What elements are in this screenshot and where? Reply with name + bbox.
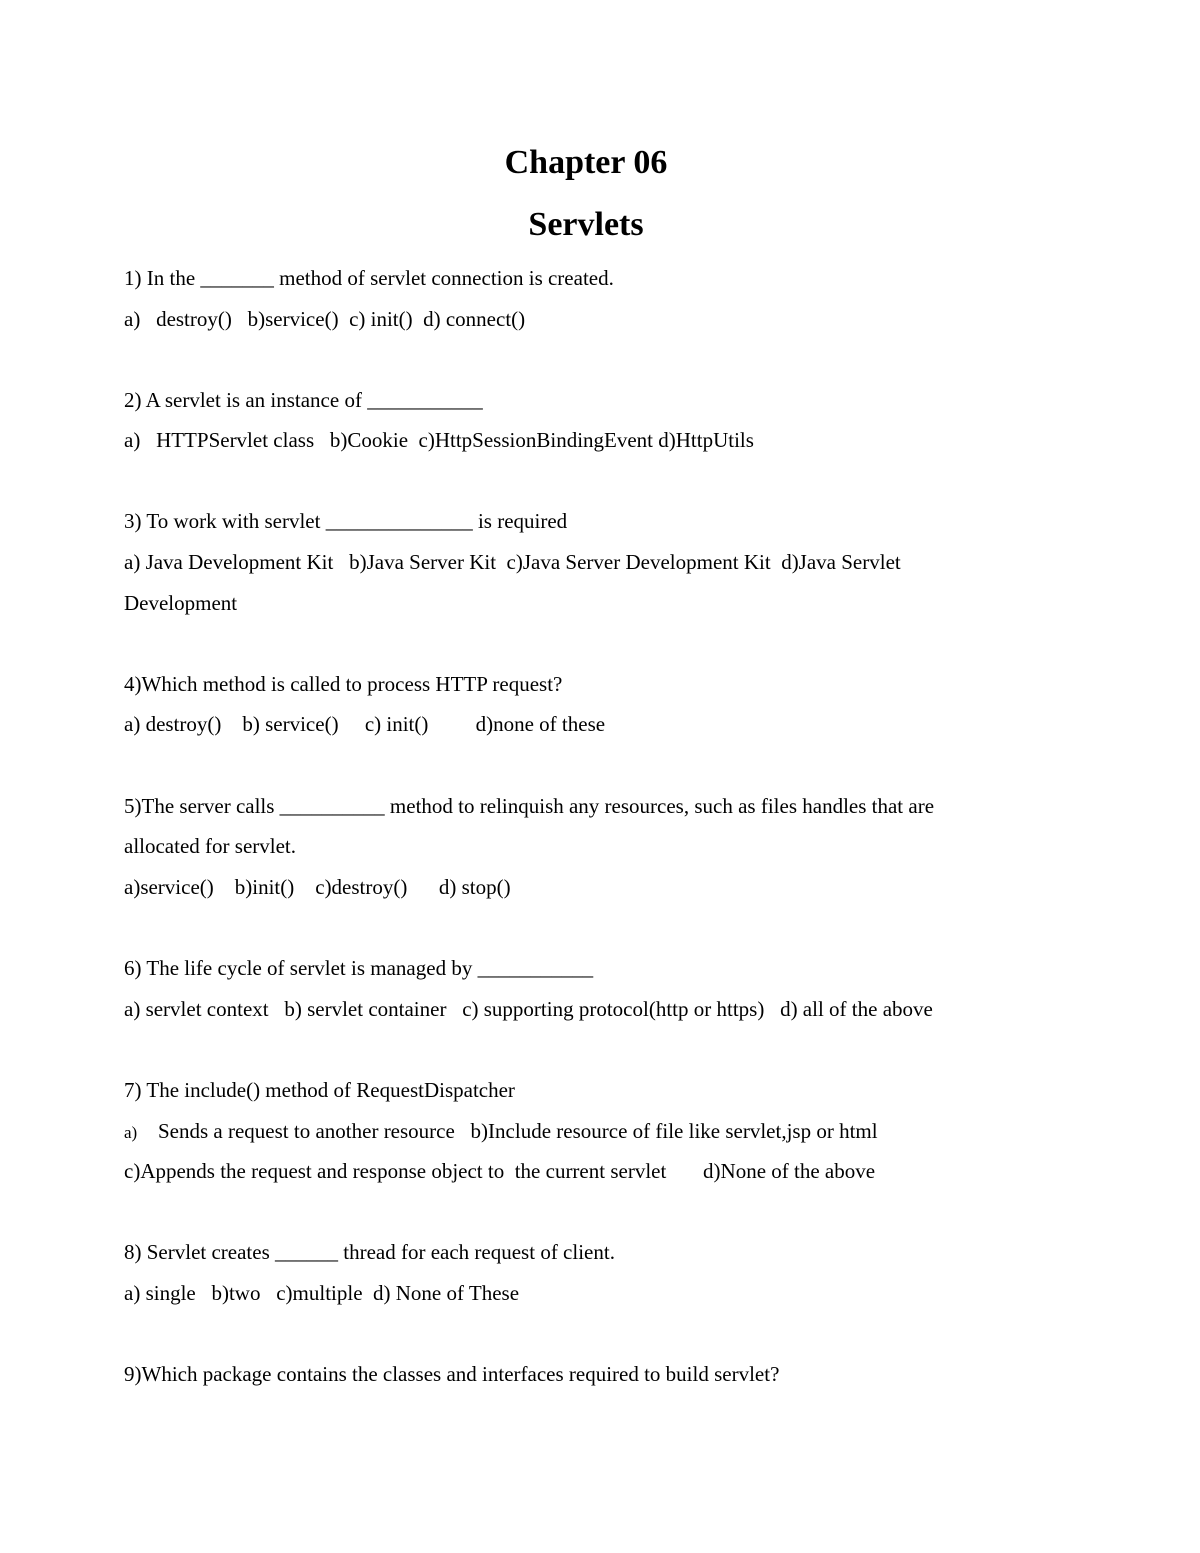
question-8: 8) Servlet creates ______ thread for each request of client. — [124, 1240, 615, 1264]
question-1-options: a) destroy() b)service() c) init() d) connect() — [124, 307, 526, 331]
question-2: 2) A servlet is an instance of ___________ — [124, 388, 483, 412]
question-7-option-a-marker: a) — [124, 1123, 138, 1142]
question-9: 9)Which package contains the classes and interfaces required to build servlet? — [124, 1362, 780, 1386]
question-3-options: a) Java Development Kit b)Java Server Kit c)Java Server Development Kit d)Java Servlet — [124, 550, 901, 574]
question-1: 1) In the _______ method of servlet connection is created. — [124, 266, 614, 290]
question-7-options-continued: c)Appends the request and response object to the current servlet d)None of the above — [124, 1159, 876, 1183]
page-title: Servlets — [528, 206, 644, 243]
question-7-options: Sends a request to another resource b)Include resource of file like servlet,jsp or html — [158, 1119, 878, 1143]
question-3-options-continued: Development — [124, 591, 238, 615]
question-4-options: a) destroy() b) service() c) init() d)none of these — [124, 712, 606, 736]
question-4: 4)Which method is called to process HTTP request? — [124, 672, 563, 696]
question-5: 5)The server calls __________ method to relinquish any resources, such as files handles that are — [124, 794, 935, 818]
question-6-options: a) servlet context b) servlet container c) supporting protocol(http or https) d) all of the above — [124, 997, 933, 1021]
question-2-options: a) HTTPServlet class b)Cookie c)HttpSessionBindingEvent d)HttpUtils — [124, 428, 754, 452]
question-8-options: a) single b)two c)multiple d) None of These — [124, 1281, 520, 1305]
question-5-options: a)service() b)init() c)destroy() d) stop() — [124, 875, 511, 899]
chapter-heading: Chapter 06 — [504, 144, 668, 181]
question-5-continued: allocated for servlet. — [124, 834, 296, 858]
question-6: 6) The life cycle of servlet is managed by ___________ — [124, 956, 594, 980]
question-7: 7) The include() method of RequestDispatcher — [124, 1078, 515, 1102]
question-3: 3) To work with servlet ______________ is required — [124, 509, 568, 533]
